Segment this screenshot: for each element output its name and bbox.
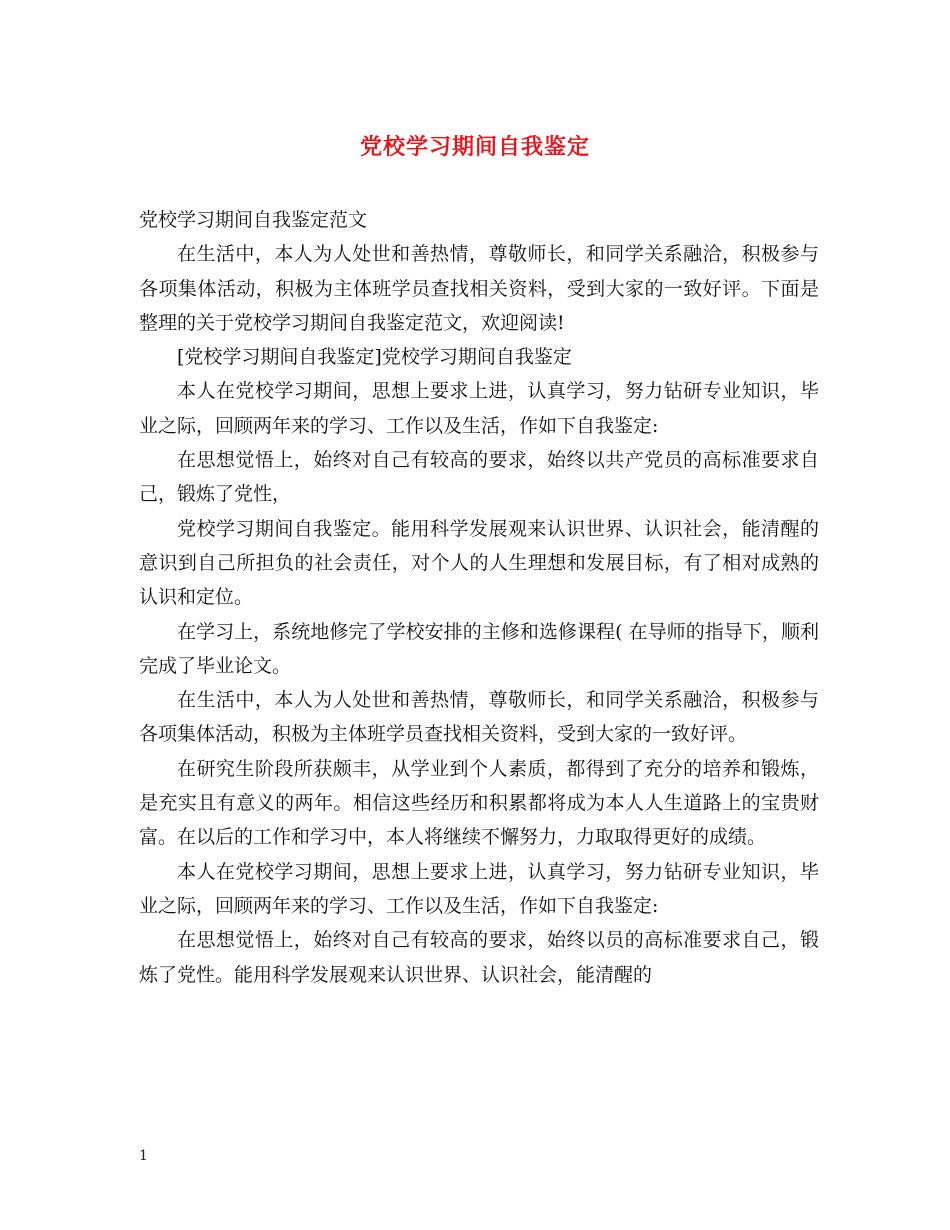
paragraph: 本人在党校学习期间，思想上要求上进，认真学习，努力钻研专业知识，毕业之际，回顾两年来的学习、工作以及生活，作如下自我鉴定: — [139, 860, 819, 917]
paragraph: 本人在党校学习期间，思想上要求上进，认真学习，努力钻研专业知识，毕业之际，回顾两年来的学习、工作以及生活，作如下自我鉴定: — [139, 380, 819, 437]
paragraph: 在生活中，本人为人处世和善热情，尊敬师长，和同学关系融洽，积极参与各项集体活动，积极为主体班学员查找相关资料，受到大家的一致好评。下面是整理的关于党校学习期间自我鉴定范文，欢迎阅读! — [139, 243, 819, 334]
paragraph-heading: 党校学习期间自我鉴定范文 — [139, 209, 368, 231]
paragraph: 在学习上，系统地修完了学校安排的主修和选修课程( 在导师的指导下，顺利完成了毕业论文。 — [139, 620, 819, 677]
document-body — [139, 203, 819, 992]
paragraph: 在思想觉悟上，始终对自己有较高的要求，始终以员的高标准要求自己，锻炼了党性。能用科学发展观来认识世界、认识社会，能清醒的 — [139, 929, 819, 986]
page-number: 1 — [139, 1148, 148, 1164]
paragraph: 党校学习期间自我鉴定。能用科学发展观来认识世界、认识社会，能清醒的意识到自己所担负的社会责任，对个人的人生理想和发展目标，有了相对成熟的认识和定位。 — [139, 517, 819, 609]
document-title: 党校学习期间自我鉴定 — [359, 134, 590, 160]
paragraph: [党校学习期间自我鉴定]党校学习期间自我鉴定 — [177, 346, 572, 369]
paragraph: 在生活中，本人为人处世和善热情，尊敬师长，和同学关系融洽，积极参与各项集体活动，积极为主体班学员查找相关资料，受到大家的一致好评。 — [139, 689, 819, 746]
paragraph: 在思想觉悟上，始终对自己有较高的要求，始终以共产党员的高标准要求自己，锻炼了党性， — [139, 449, 819, 506]
paragraph: 在研究生阶段所获颇丰，从学业到个人素质，都得到了充分的培养和锻炼，是充实且有意义的两年。相信这些经历和积累都将成为本人人生道路上的宝贵财富。在以后的工作和学习中，本人将继续不懈努力，力取取得更好的成绩。 — [139, 757, 819, 849]
